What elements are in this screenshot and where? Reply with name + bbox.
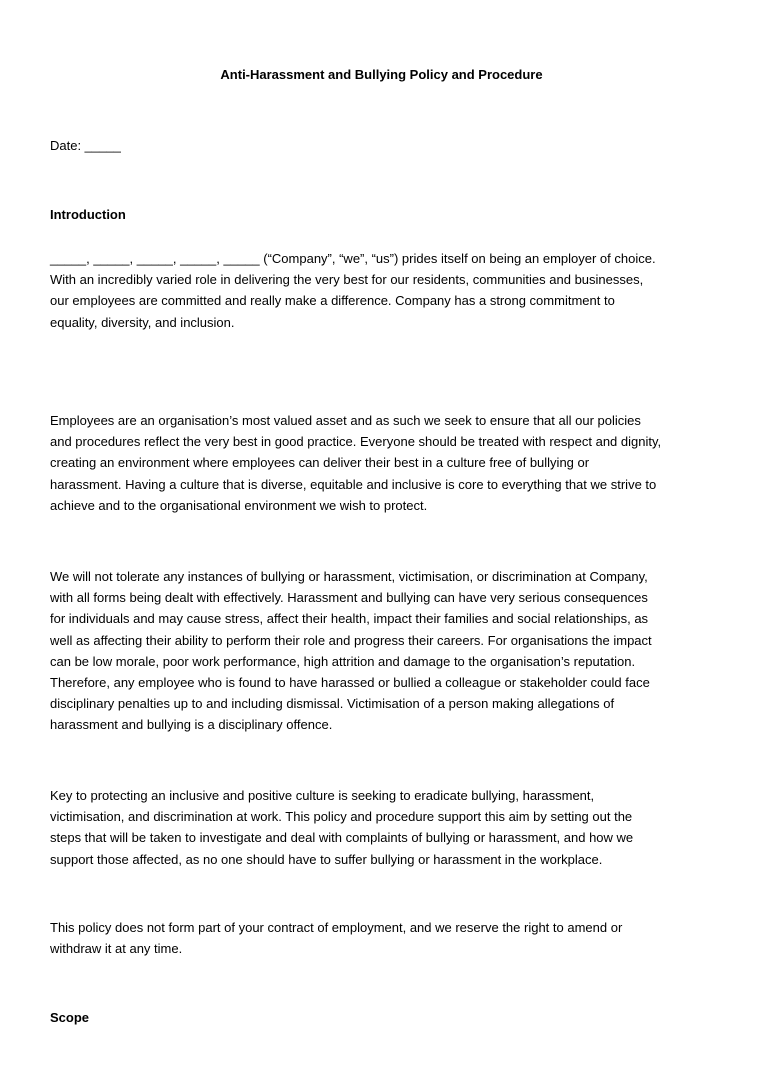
paragraph-line: Key to protecting an inclusive and positive culture is seeking to eradicate bullying, harassment, (50, 788, 595, 803)
paragraph-line: creating an environment where employees can deliver their best in a culture free of bullying or (50, 455, 590, 471)
paragraph-line: withdraw it at any time. (50, 941, 183, 957)
document-title: Anti-Harassment and Bullying Policy and Procedure (220, 67, 543, 82)
paragraph-line: can be low morale, poor work performance, high attrition and damage to the organisation’s reputation. (50, 653, 636, 669)
paragraph-line: harassment. Having a culture that is diverse, equitable and inclusive is core to everything that we strive to (50, 476, 657, 492)
paragraph-line: achieve and to the organisational environment we wish to protect. (50, 497, 428, 513)
heading-introduction: Introduction (50, 207, 126, 222)
paragraph-line: support those affected, as no one should have to suffer bullying or harassment in the workplace. (50, 851, 603, 867)
paragraph-line: disciplinary penalties up to and including dismissal. Victimisation of a person making allegations of (50, 696, 615, 712)
paragraph (50, 248, 656, 333)
paragraph-line: our employees are committed and really make a difference. Company has a strong commitment to (50, 293, 615, 309)
paragraph-line: harassment and bullying is a disciplinary offence. (50, 717, 333, 733)
paragraph-line: for individuals and may cause stress, affect their health, impact their families and social relationships, as (50, 611, 649, 627)
paragraph-line: _____, _____, _____, _____, _____ (“Company”, “we”, “us”) prides itself on being an employer of choice. (50, 251, 656, 266)
paragraph (50, 785, 633, 870)
paragraph-line: This policy does not form part of your contract of employment, and we reserve the right to amend or (50, 920, 623, 935)
paragraph-line: We will not tolerate any instances of bullying or harassment, victimisation, or discrimination at Company, (50, 569, 648, 584)
date-line: Date: _____ (50, 138, 121, 153)
paragraph (50, 917, 622, 959)
paragraph-line: Therefore, any employee who is found to have harassed or bullied a colleague or stakeholder could face (50, 675, 650, 691)
paragraph-line: equality, diversity, and inclusion. (50, 314, 235, 330)
paragraph-line: with all forms being dealt with effectively. Harassment and bullying can have very serious consequences (50, 590, 648, 606)
paragraph (50, 410, 661, 516)
paragraph-line: and procedures reflect the very best in good practice. Everyone should be treated with respect and dignity, (50, 434, 662, 450)
paragraph-line: well as affecting their ability to perform their role and progress their careers. For organisations the impact (50, 632, 652, 648)
paragraph-line: victimisation, and discrimination at work. This policy and procedure support this aim by setting out the (50, 809, 633, 825)
paragraph-line: Employees are an organisation’s most valued asset and as such we seek to ensure that all our policies (50, 413, 641, 428)
heading-scope: Scope (50, 1010, 90, 1025)
paragraph (50, 566, 652, 736)
paragraph-line: With an incredibly varied role in delivering the very best for our residents, communities and businesses, (50, 272, 644, 288)
paragraph-line: steps that will be taken to investigate and deal with complaints of bullying or harassment, and how we (50, 830, 634, 846)
